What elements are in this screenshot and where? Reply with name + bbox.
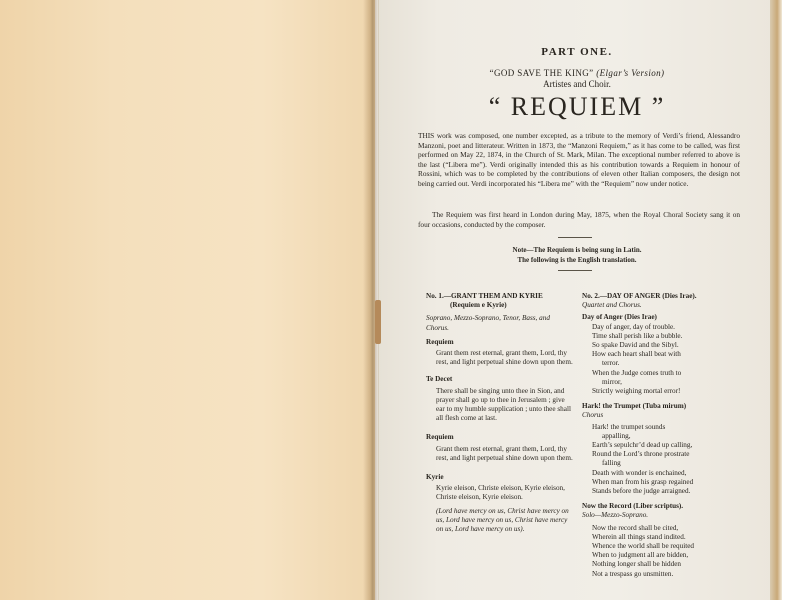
note-line-1: Note—The Requiem is being sung in Latin. — [512, 246, 642, 254]
divider-bottom — [558, 270, 592, 271]
verse-line: falling — [602, 459, 621, 468]
verse-line: Not a trespass go unsmitten. — [592, 569, 674, 578]
section-subheading: (Requiem e Kyrie) — [450, 301, 507, 310]
requiem-2-text: Grant them rest eternal, grant them, Lord, thy rest, and light perpetual shine down upon them. — [436, 444, 573, 462]
anthem-note: (Elgar’s Version) — [596, 68, 665, 78]
requiem-2-title: Requiem — [426, 433, 454, 442]
verse-line: Death with wonder is enchained, — [592, 468, 687, 477]
note-line-2: The following is the English translation. — [517, 256, 637, 264]
requiem-text: Grant them rest eternal, grant them, Lord, thy rest, and light perpetual shine down upon them. — [436, 349, 573, 367]
verse-line: Strictly weighing mortal error! — [592, 387, 681, 396]
performers-line: Artistes and Choir. — [543, 79, 611, 89]
requiem-title: Requiem — [426, 337, 454, 346]
verse-line: Now the record shall be cited, — [592, 523, 679, 532]
te-decet-title: Te Decet — [426, 375, 453, 384]
verse-line: Day of anger, day of trouble. — [592, 322, 675, 331]
verse-line: appalling, — [602, 431, 631, 440]
verse-line: Wherein all things stand indited. — [592, 532, 686, 541]
voices-note: Quartet and Chorus. — [582, 301, 642, 310]
anthem-title: “GOD SAVE THE KING” — [489, 68, 594, 78]
page-title: “ REQUIEM ” — [488, 92, 666, 121]
tuba-mirum-title: Hark! the Trumpet (Tuba mirum) — [582, 402, 687, 411]
liber-scriptus-voices: Solo—Mezzo-Soprano. — [582, 511, 649, 520]
verse-line: mirror, — [602, 377, 622, 386]
kyrie-text: Kyrie eleison, Christe eleison, Kyrie eleison, Christe eleison, Kyrie eleison. — [436, 484, 565, 502]
dies-irae-verse — [582, 323, 742, 397]
verse-line: When man from his grasp regained — [592, 477, 694, 486]
intro-paragraph-1: THIS work was composed, one number excepted, as a tribute to the memory of Verdi’s friend, Alessandro Manzoni, poet and litterateur. Written in 1873, the “Manzoni Requiem,” as it has come to be called, was first performed on May 22, 1874, in the Church of St. Mark, Milan. The exceptional number referred to above is the last (“Libera me”). Verdi originally intended this as his contribution towards a Requiem in honour of Rossini, which was to be completed by the contributions of eleven other Italian composers, the design not being carried out. Verdi incorporated his “Libera me” with the “Requiem” now under notice. — [418, 131, 740, 188]
verse-line: Earth’s sepulchr’d dead up calling, — [592, 441, 693, 450]
verse-line: When the Judge comes truth to — [592, 368, 682, 377]
part-heading: PART ONE. — [541, 46, 613, 58]
verse-line: When to judgment all are bidden, — [592, 551, 689, 560]
kyrie-title: Kyrie — [426, 473, 444, 482]
right-column — [582, 292, 742, 579]
te-decet-text: There shall be singing unto thee in Sion, and prayer shall go up to thee in Jerusalem ; give ear to my humble supplication ; unto thee shall all flesh come at last. — [436, 386, 571, 423]
tuba-mirum-voices: Chorus — [582, 411, 604, 420]
voices-note: Soprano, Mezzo-Soprano, Tenor, Bass, and Chorus. — [426, 314, 550, 332]
divider-top — [558, 237, 592, 238]
verse-line: terror. — [602, 359, 620, 368]
liber-scriptus-verse — [582, 524, 742, 579]
verse-line: Whence the world shall be requited — [592, 542, 694, 551]
intro-paragraph-2: The Requiem was first heard in London during May, 1875, when the Royal Choral Society sang it on four occasions, conducted by the composer. — [418, 210, 740, 229]
left-column — [426, 292, 574, 534]
kyrie-translation: (Lord have mercy on us, Christ have mercy on us, Lord have mercy on us, Christ have mercy on us, Lord have mercy on us). — [436, 506, 569, 534]
liber-scriptus-title: Now the Record (Liber scriptus). — [582, 502, 684, 511]
verse-line: Stands before the judge arraigned. — [592, 487, 691, 496]
right-page-content — [378, 0, 776, 600]
verse-line: So spake David and the Sibyl. — [592, 341, 679, 350]
verse-line: Hark! the trumpet sounds — [592, 422, 666, 431]
section-heading: No. 2.—DAY OF ANGER (Dies Irae). — [582, 292, 697, 300]
left-page — [0, 0, 375, 600]
verse-line: How each heart shall beat with — [592, 350, 681, 359]
dies-irae-title: Day of Anger (Dies Irae) — [582, 313, 657, 322]
verse-line: Nothing longer shall be hidden — [592, 560, 682, 569]
anthem-line — [378, 68, 776, 78]
section-heading: No. 1.—GRANT THEM AND KYRIE — [426, 292, 543, 300]
tuba-mirum-verse — [582, 423, 742, 497]
verse-line: Round the Lord’s throne prostrate — [592, 450, 690, 459]
verse-line: Time shall perish like a bubble. — [592, 331, 683, 340]
